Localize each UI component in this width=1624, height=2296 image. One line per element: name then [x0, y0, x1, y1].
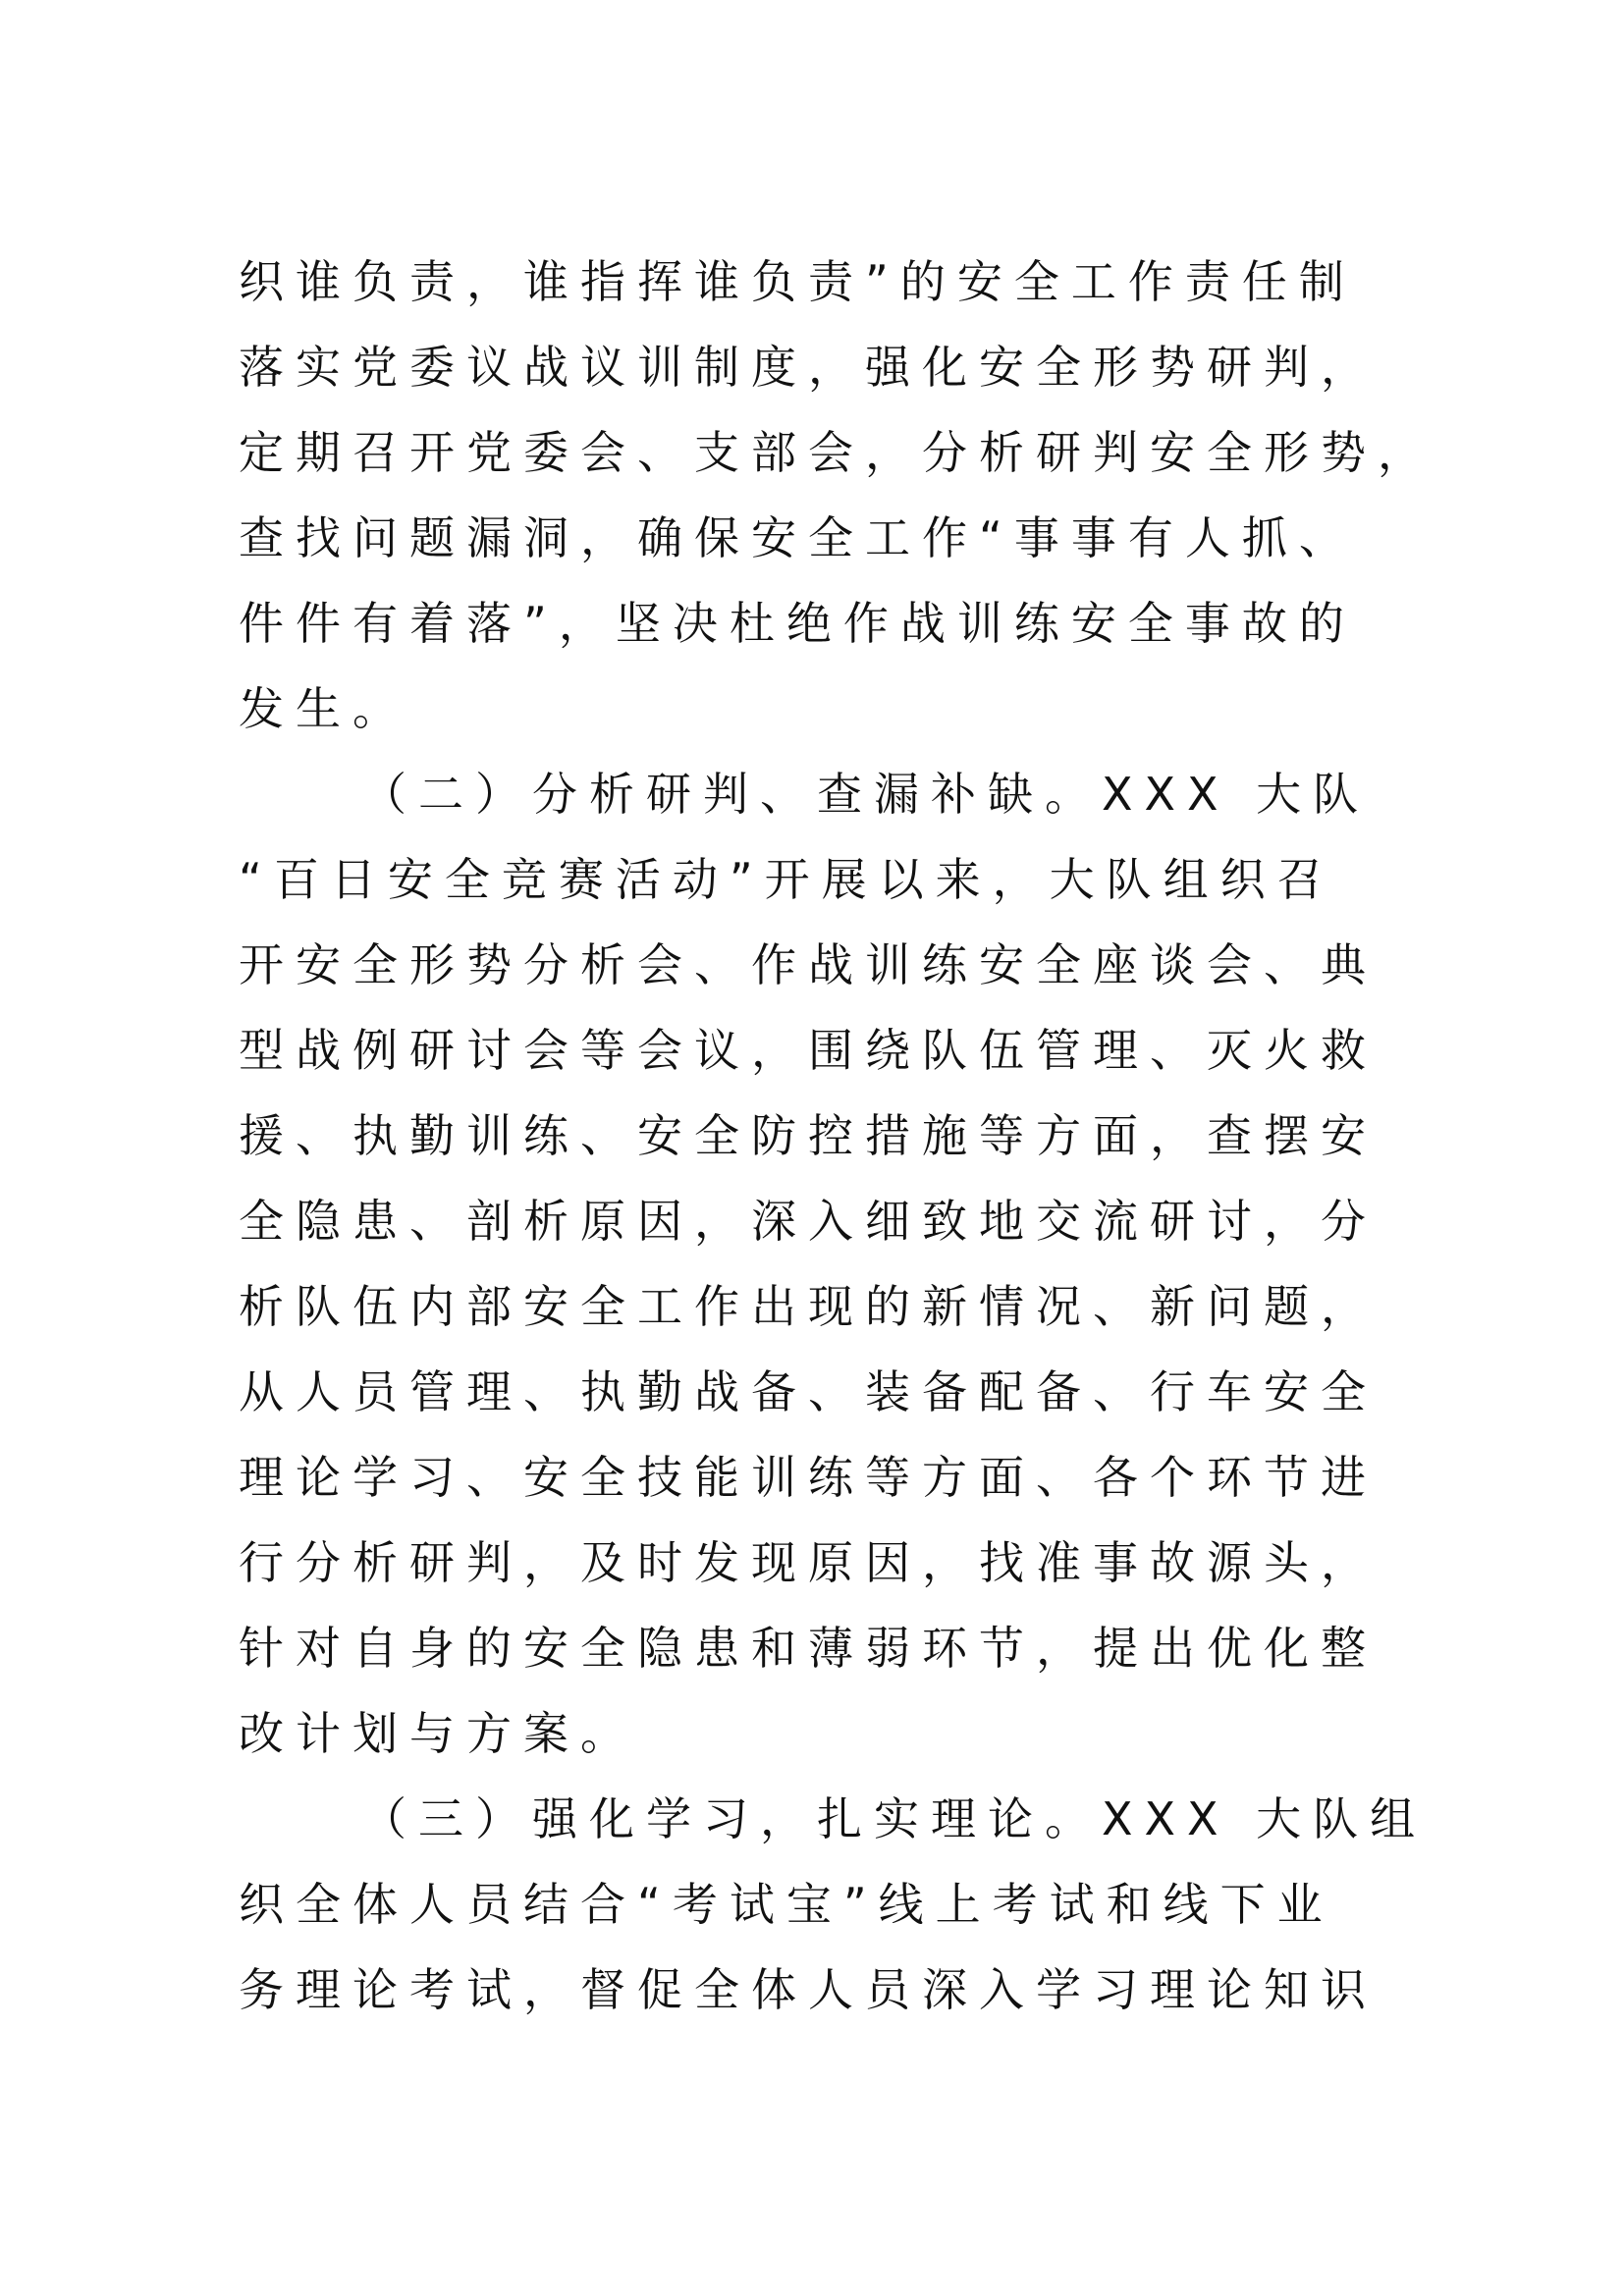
section-heading-line: （二）分析研判、查漏补缺。XXX 大队	[361, 768, 1371, 821]
text-line: 定期召开党委会、支部会，分析研判安全形势，	[239, 426, 1435, 479]
text-line: 援、执勤训练、安全防控措施等方面，查摆安	[239, 1109, 1378, 1162]
text-line: 发生。	[239, 682, 409, 735]
text-line: 织谁负责，谁指挥谁负责”的安全工作责任制	[239, 255, 1356, 308]
text-line: 型战例研讨会等会议，围绕队伍管理、灭火救	[239, 1024, 1378, 1077]
text-line: 从人员管理、执勤战备、装备配备、行车安全	[239, 1365, 1378, 1418]
text-line: 织全体人员结合“考试宝”线上考试和线下业	[239, 1878, 1334, 1931]
text-line: “百日安全竞赛活动”开展以来，大队组织召	[239, 853, 1334, 906]
section-heading-line: （三）强化学习，扎实理论。XXX 大队组	[361, 1792, 1428, 1845]
text-line: 改计划与方案。	[239, 1707, 637, 1760]
text-line: 务理论考试，督促全体人员深入学习理论知识	[239, 1963, 1378, 2016]
text-line: 理论学习、安全技能训练等方面、各个环节进	[239, 1451, 1378, 1504]
text-line: 查找问题漏洞，确保安全工作“事事有人抓、	[239, 511, 1356, 564]
text-line: 针对自身的安全隐患和薄弱环节，提出优化整	[239, 1622, 1378, 1675]
text-line: 开安全形势分析会、作战训练安全座谈会、典	[239, 938, 1378, 991]
text-line: 行分析研判，及时发现原因，找准事故源头，	[239, 1536, 1378, 1589]
text-line: 落实党委议战议训制度，强化安全形势研判，	[239, 341, 1378, 394]
text-line: 全隐患、剖析原因，深入细致地交流研讨，分	[239, 1195, 1378, 1248]
text-line: 件件有着落”，坚决杜绝作战训练安全事故的	[239, 597, 1356, 650]
text-line: 析队伍内部安全工作出现的新情况、新问题，	[239, 1280, 1378, 1333]
